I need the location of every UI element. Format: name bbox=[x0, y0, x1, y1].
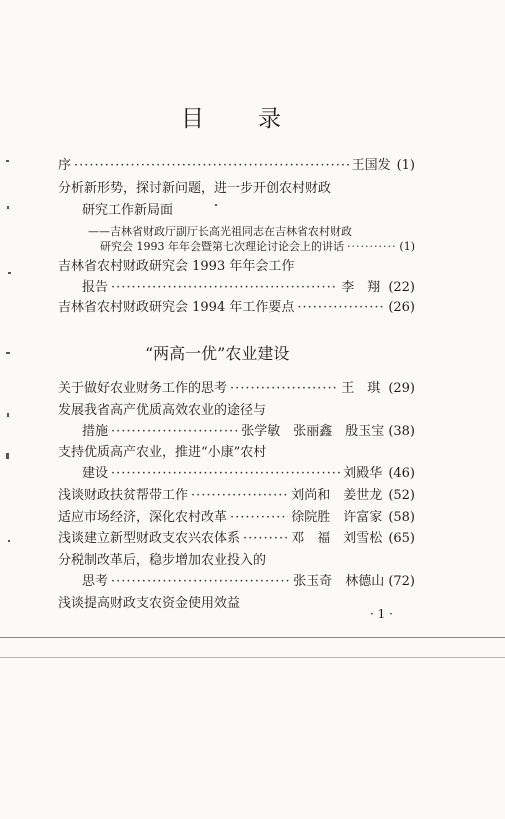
dot-leader bbox=[230, 510, 288, 526]
dot-leader bbox=[297, 300, 385, 316]
scan-edge-line bbox=[0, 657, 505, 658]
subtitle-text: 研究会 1993 年年会暨第七次理论讨论会上的讲话 bbox=[100, 240, 344, 253]
entry-title: 吉林省农村财政研究会 1994 年工作要点 bbox=[58, 300, 295, 315]
toc-entry-subtitle-line: ——吉林省财政厅副厅长高光祖同志在吉林省农村财政 bbox=[88, 225, 352, 238]
entry-title: 浅谈建立新型财政支农兴农体系 bbox=[58, 531, 241, 546]
scan-speck bbox=[6, 160, 9, 162]
entry-page: (26) bbox=[388, 300, 415, 315]
dot-leader bbox=[191, 488, 288, 504]
entry-title: 报告 bbox=[82, 280, 109, 295]
scan-speck bbox=[8, 272, 11, 274]
dot-leader bbox=[74, 158, 349, 174]
entry-title: 建设 bbox=[82, 466, 109, 481]
toc-entry-title-line[interactable]: 研究工作新局面 bbox=[82, 203, 174, 218]
dot-leader bbox=[111, 280, 338, 296]
toc-entry-subtitle-line bbox=[100, 240, 415, 254]
entry-page: (22) bbox=[388, 280, 415, 295]
entry-page: (1) bbox=[396, 158, 415, 173]
entry-page: (46) bbox=[388, 466, 415, 481]
entry-author: 邓 福 刘雪松 bbox=[291, 531, 383, 546]
entry-title: 思考 bbox=[82, 574, 109, 589]
toc-entry-preface[interactable] bbox=[58, 158, 415, 174]
entry-page: (72) bbox=[388, 574, 415, 589]
section-heading: “两高一优”农业建设 bbox=[145, 344, 290, 363]
dot-leader bbox=[230, 381, 338, 397]
entry-author: 李 翔 bbox=[341, 280, 381, 295]
toc-entry-title-line[interactable]: 发展我省高产优质高效农业的途径与 bbox=[58, 403, 267, 418]
toc-entry[interactable] bbox=[82, 424, 415, 440]
entry-author: 张学敏 张丽鑫 殷玉宝 bbox=[241, 424, 385, 439]
entry-title: 关于做好农业财务工作的思考 bbox=[58, 381, 228, 396]
toc-entry-title-line[interactable]: 分税制改革后，稳步增加农业投入的 bbox=[58, 553, 267, 568]
entry-author: 刘殿华 bbox=[343, 466, 383, 481]
entry-page: (52) bbox=[388, 488, 415, 503]
toc-entry-title-line[interactable]: 吉林省农村财政研究会 1993 年年会工作 bbox=[58, 259, 295, 274]
toc-entry[interactable] bbox=[58, 488, 415, 504]
entry-page: (38) bbox=[388, 424, 415, 439]
toc-title-char-2: 录 bbox=[258, 106, 281, 132]
entry-title: 序 bbox=[58, 158, 72, 173]
entry-author: 王国发 bbox=[351, 158, 391, 173]
entry-title: 适应市场经济，深化农村改革 bbox=[58, 510, 228, 525]
toc-entry[interactable] bbox=[58, 531, 415, 547]
dot-leader bbox=[111, 466, 340, 482]
entry-author: 徐院胜 许富家 bbox=[291, 510, 383, 525]
toc-entry-title-line[interactable]: 分析新形势，探讨新问题，进一步开创农村财政 bbox=[58, 181, 332, 196]
scan-speck bbox=[7, 206, 9, 209]
entry-page: (58) bbox=[388, 510, 415, 525]
toc-entry[interactable] bbox=[82, 466, 415, 482]
dot-leader bbox=[347, 240, 396, 254]
scan-speck bbox=[215, 204, 217, 206]
toc-entry[interactable] bbox=[82, 574, 415, 590]
entry-author: 王 琪 bbox=[341, 381, 381, 396]
scan-speck bbox=[6, 453, 9, 459]
entry-author: 刘尚和 姜世龙 bbox=[291, 488, 383, 503]
toc-entry-report[interactable] bbox=[82, 280, 415, 296]
toc-entry[interactable] bbox=[58, 381, 415, 397]
entry-page: (65) bbox=[388, 531, 415, 546]
entry-title: 浅谈财政扶贫帮带工作 bbox=[58, 488, 189, 503]
toc-entry[interactable] bbox=[58, 510, 415, 526]
entry-page: (1) bbox=[399, 240, 415, 253]
entry-page: (29) bbox=[388, 381, 415, 396]
toc-entry-title-line[interactable]: 浅谈提高财政支农资金使用效益 bbox=[58, 596, 241, 611]
scan-edge-line bbox=[0, 637, 505, 638]
toc-entry-title-line[interactable]: 支持优质高产农业，推进“小康”农村 bbox=[58, 445, 267, 460]
dot-leader bbox=[111, 424, 238, 440]
toc-title-char-1: 目 bbox=[181, 106, 204, 132]
toc-entry-plan[interactable] bbox=[58, 300, 415, 316]
scan-speck bbox=[7, 413, 9, 417]
dot-leader bbox=[111, 574, 290, 590]
scan-speck bbox=[6, 352, 10, 354]
entry-title: 措施 bbox=[82, 424, 109, 439]
page-number: · 1 · bbox=[370, 607, 393, 621]
dot-leader bbox=[243, 531, 288, 547]
entry-author: 张玉奇 林德山 bbox=[293, 574, 385, 589]
scan-speck bbox=[8, 540, 10, 542]
